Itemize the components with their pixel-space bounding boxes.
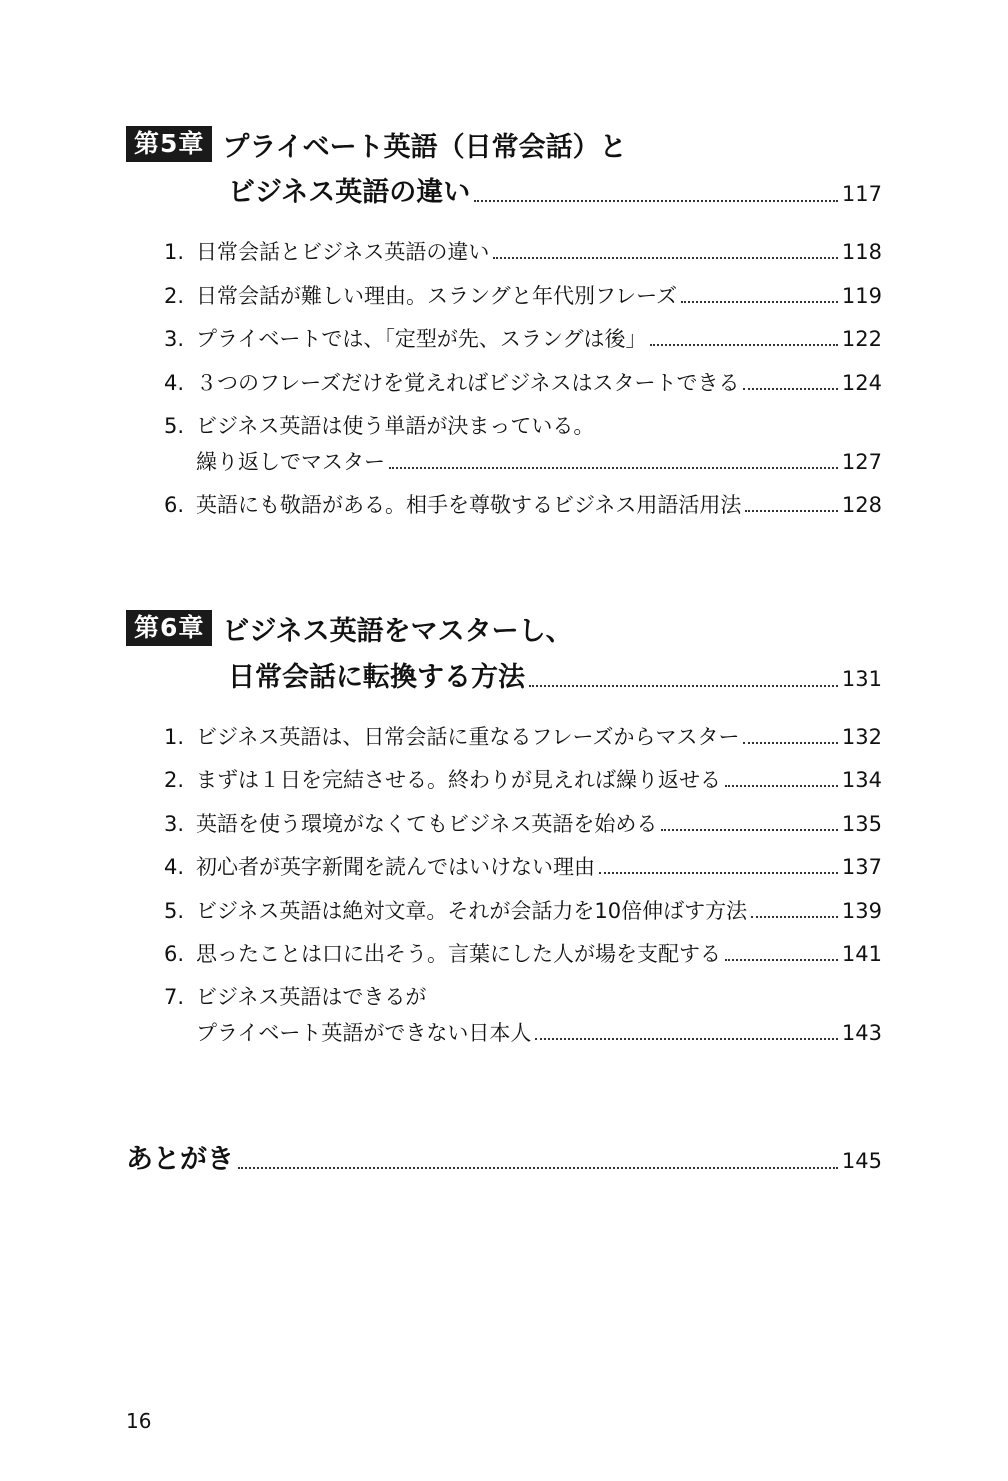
afterword-row[interactable] <box>126 1137 882 1176</box>
item-page: 128 <box>841 493 882 517</box>
chapter-6-heading <box>126 608 573 648</box>
item-number: 4. <box>164 371 185 395</box>
item-number: 2. <box>164 284 185 308</box>
leader-dots <box>661 829 838 831</box>
item-number: 2. <box>164 768 185 792</box>
leader-dots <box>743 388 837 390</box>
item-page: 141 <box>841 942 882 966</box>
chapter-5-heading <box>126 124 627 164</box>
item-page: 127 <box>841 450 882 474</box>
toc-item[interactable] <box>164 367 882 397</box>
item-title: ビジネス英語はできるが <box>196 985 427 1009</box>
item-page: 134 <box>841 768 882 792</box>
item-title-continued: 繰り返しでマスター <box>196 450 385 474</box>
leader-dots <box>751 916 838 918</box>
item-number: 6. <box>164 942 185 966</box>
item-title: 日常会話が難しい理由。スラングと年代別フレーズ <box>196 284 678 308</box>
chapter-6-page: 131 <box>841 667 882 691</box>
toc-item[interactable] <box>164 808 882 838</box>
item-title: ビジネス英語は使う単語が決まっている。 <box>196 414 595 438</box>
leader-dots <box>743 742 837 744</box>
item-number: 1. <box>164 240 185 264</box>
item-page: 118 <box>841 240 882 264</box>
item-page: 119 <box>841 284 882 308</box>
item-title: 英語にも敬語がある。相手を尊敬するビジネス用語活用法 <box>196 493 742 517</box>
item-title: まずは１日を完結させる。終わりが見えれば繰り返せる <box>196 768 721 792</box>
toc-item[interactable] <box>164 895 882 925</box>
toc-item[interactable] <box>164 489 882 519</box>
toc-item[interactable] <box>164 721 882 751</box>
chapter-6-title-line2: 日常会話に転換する方法 <box>228 662 525 693</box>
item-number: 3. <box>164 812 185 836</box>
item-number: 1. <box>164 725 185 749</box>
page-number: 16 <box>126 1409 152 1433</box>
item-title: ビジネス英語は、日常会話に重なるフレーズからマスター <box>196 725 740 749</box>
chapter-5-title-line2: ビジネス英語の違い <box>228 177 471 208</box>
item-title: プライベートでは、「定型が先、スラングは後」 <box>196 327 647 351</box>
item-title: 初心者が英字新聞を読んではいけない理由 <box>196 855 595 879</box>
toc-item[interactable] <box>164 981 882 1011</box>
item-title: ３つのフレーズだけを覚えればビジネスはスタートできる <box>196 371 740 395</box>
chapter-6-badge: 第6章 <box>126 610 212 646</box>
leader-dots <box>681 301 838 303</box>
item-page: 122 <box>841 327 882 351</box>
item-page: 135 <box>841 812 882 836</box>
afterword-page: 145 <box>841 1149 882 1173</box>
item-page: 124 <box>841 371 882 395</box>
item-page: 137 <box>841 855 882 879</box>
item-page: 143 <box>841 1021 882 1045</box>
item-title: 英語を使う環境がなくてもビジネス英語を始める <box>196 812 658 836</box>
item-title: ビジネス英語は絶対文章。それが会話力を10倍伸ばす方法 <box>196 899 748 923</box>
toc-item[interactable] <box>164 323 882 353</box>
item-number: 4. <box>164 855 185 879</box>
leader-dots <box>535 1038 838 1040</box>
toc-item[interactable] <box>164 938 882 968</box>
toc-item-continuation[interactable] <box>196 446 882 476</box>
item-number: 7. <box>164 985 185 1009</box>
toc-item[interactable] <box>164 280 882 310</box>
item-title: 思ったことは口に出そう。言葉にした人が場を支配する <box>196 942 721 966</box>
item-number: 5. <box>164 899 185 923</box>
chapter-5-title-line1: プライベート英語（日常会話）と <box>222 131 627 163</box>
leader-dots <box>599 872 838 874</box>
chapter-5-title-row[interactable] <box>228 170 882 209</box>
leader-dots <box>725 785 838 787</box>
toc-item[interactable] <box>164 410 882 440</box>
leader-dots <box>745 510 838 512</box>
toc-item[interactable] <box>164 851 882 881</box>
toc-item-continuation[interactable] <box>196 1017 882 1047</box>
leader-dots <box>389 467 838 469</box>
leader-dots <box>474 200 838 202</box>
leader-dots <box>650 344 837 346</box>
chapter-5-badge: 第5章 <box>126 126 212 162</box>
chapter-6-title-line1: ビジネス英語をマスターし、 <box>222 615 573 647</box>
toc-item[interactable] <box>164 764 882 794</box>
item-title: 日常会話とビジネス英語の違い <box>196 240 490 264</box>
item-number: 6. <box>164 493 185 517</box>
leader-dots <box>725 959 838 961</box>
leader-dots <box>238 1167 838 1169</box>
item-number: 3. <box>164 327 185 351</box>
item-page: 132 <box>841 725 882 749</box>
item-page: 139 <box>841 899 882 923</box>
leader-dots <box>529 685 838 687</box>
item-number: 5. <box>164 414 185 438</box>
chapter-6-title-row[interactable] <box>228 655 882 694</box>
chapter-5-page: 117 <box>841 182 882 206</box>
item-title-continued: プライベート英語ができない日本人 <box>196 1021 532 1045</box>
afterword-title: あとがき <box>126 1144 234 1175</box>
leader-dots <box>493 257 838 259</box>
toc-item[interactable] <box>164 236 882 266</box>
